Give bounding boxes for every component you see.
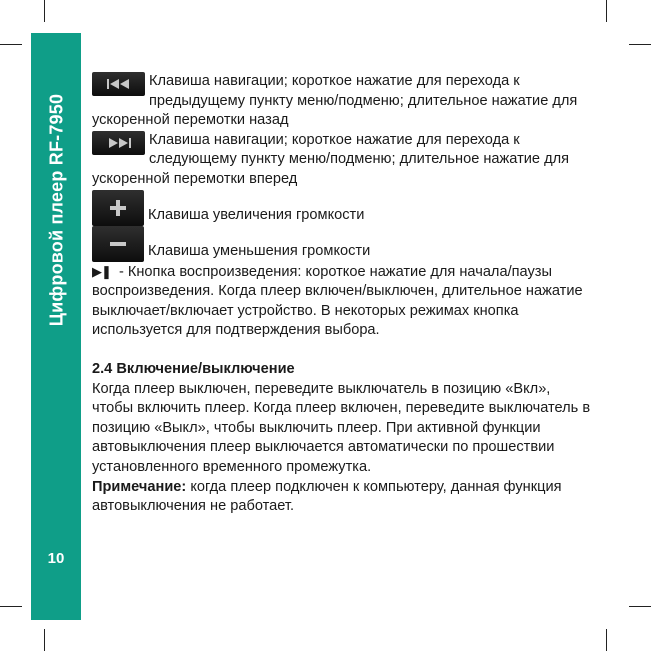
crop-mark xyxy=(629,606,651,607)
volume-down-key-icon xyxy=(92,226,144,262)
crop-mark xyxy=(0,44,22,45)
next-track-key-icon xyxy=(92,131,145,155)
list-item xyxy=(92,262,592,341)
item-text: Клавиша навигации; короткое нажатие для перехода к предыдущему пункту меню/подменю; длительное нажатие для ускоренной перемотки назад xyxy=(92,73,578,129)
sidebar-title xyxy=(45,70,69,350)
note-label: Примечание: xyxy=(92,478,187,495)
crop-mark xyxy=(606,0,607,22)
volume-up-key-icon xyxy=(92,190,144,226)
spacer xyxy=(92,341,592,360)
crop-mark xyxy=(629,44,651,45)
page-content xyxy=(92,72,592,517)
item-text: Клавиша увеличения громкости xyxy=(148,206,365,223)
item-text: Клавиша навигации; короткое нажатие для перехода к следующему пункту меню/подменю; длительное нажатие для ускоренной перемотки вперед xyxy=(92,131,570,187)
section-body: Когда плеер выключен, переведите выключатель в позицию «Вкл», чтобы включить плеер. Когда плеер включен, переведите выключатель в позицию «Выкл», чтобы выключить плеер. При активной функции автовыключения плеер выключается автоматически по прошествии установленного временного промежутка. xyxy=(92,380,591,475)
crop-mark xyxy=(44,0,45,22)
sidebar-title-text: Цифровой плеер RF-7950 xyxy=(46,93,67,327)
item-text: Клавиша уменьшения громкости xyxy=(148,242,371,259)
section-title: 2.4 Включение/выключение xyxy=(92,360,295,377)
list-item xyxy=(92,72,592,131)
crop-mark xyxy=(44,629,45,651)
play-pause-icon: ▶❚ xyxy=(92,263,111,279)
page-number: 10 xyxy=(47,550,65,567)
prev-track-key-icon xyxy=(92,72,145,96)
note-paragraph xyxy=(92,478,592,517)
note-text: когда плеер подключен к компьютеру, данная функция автовыключения не работает. xyxy=(92,478,562,515)
crop-mark xyxy=(0,606,22,607)
list-item xyxy=(92,131,592,190)
list-item xyxy=(92,190,592,226)
item-text: - Кнопка воспроизведения: короткое нажатие для начала/паузы воспроизведения. Когда плеер включен/выключен, длительное нажатие выключает/включает устройство. В некоторых режимах кнопка используется для подтверждения выбора. xyxy=(92,263,583,339)
list-item xyxy=(92,226,592,262)
crop-mark xyxy=(606,629,607,651)
